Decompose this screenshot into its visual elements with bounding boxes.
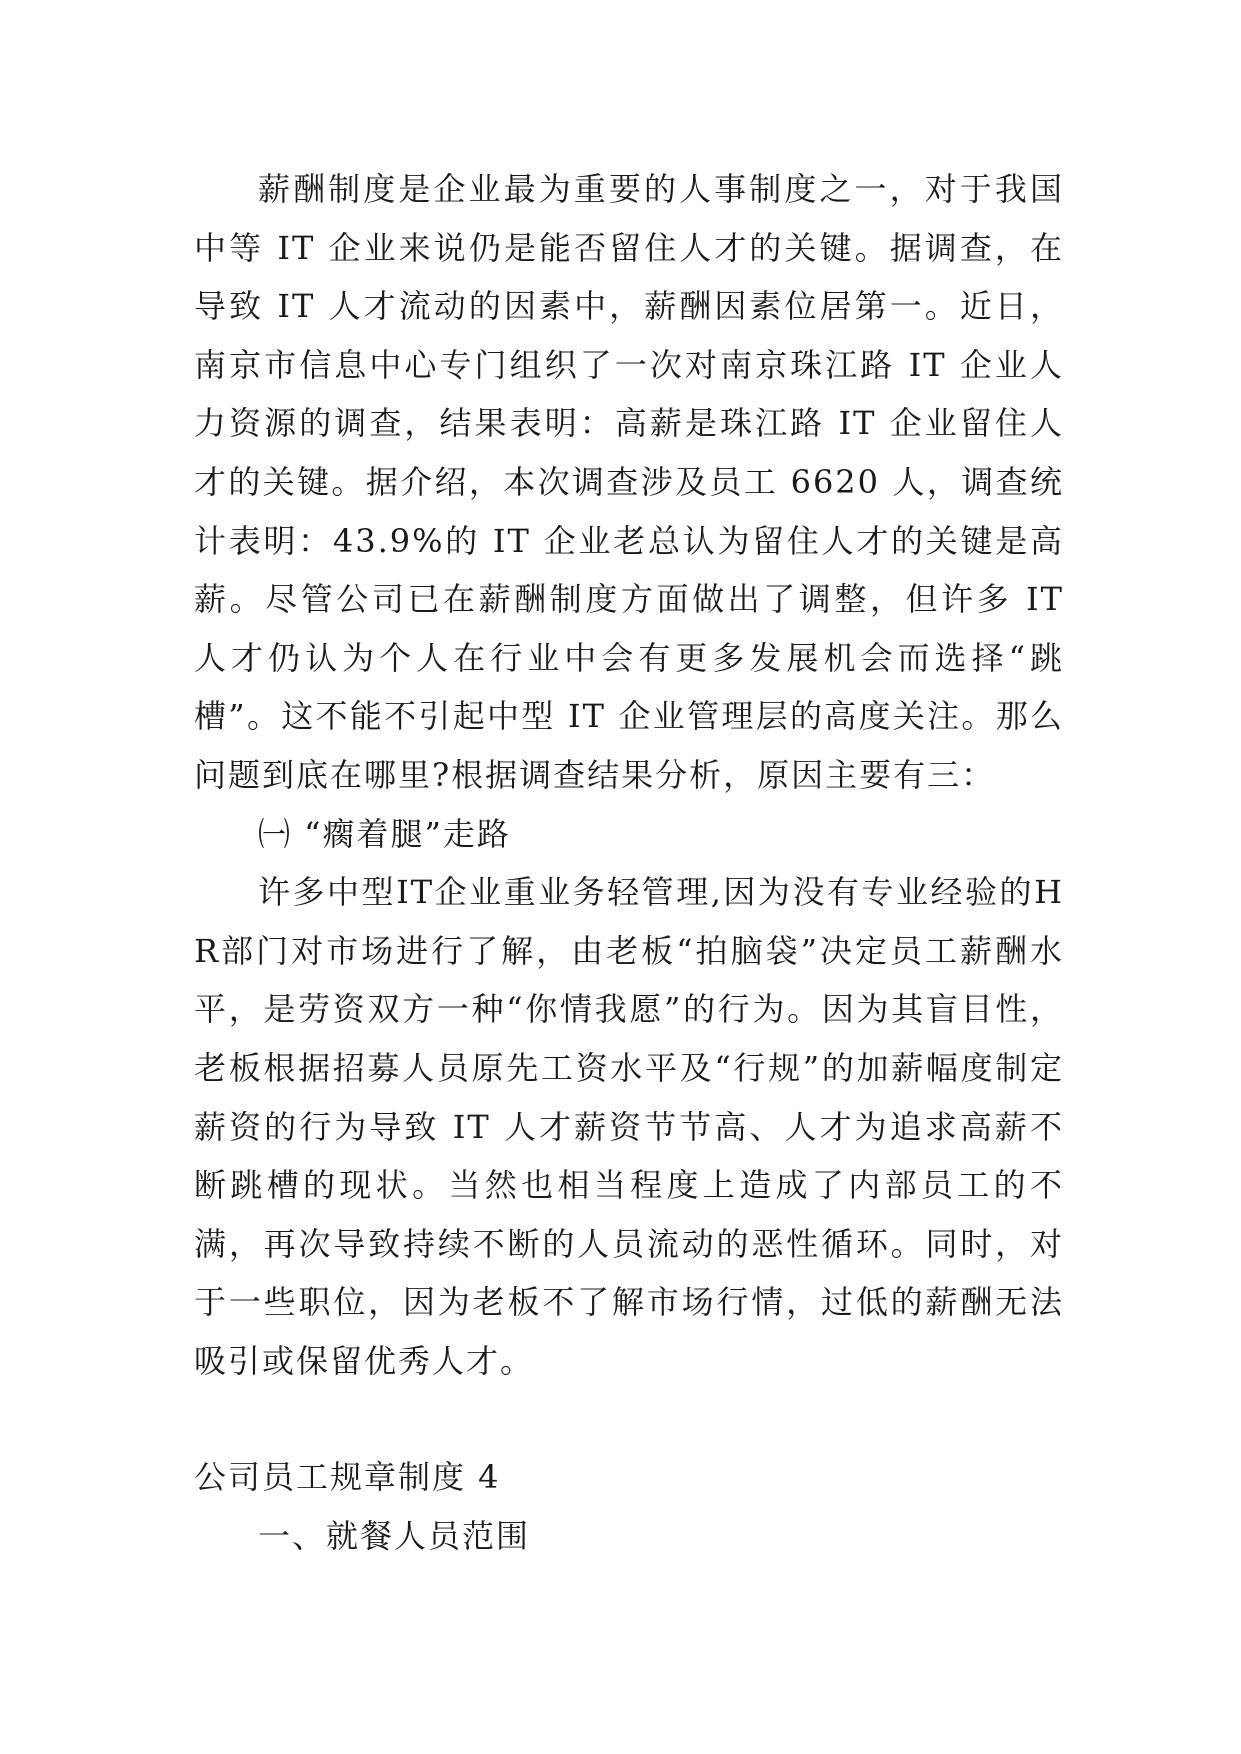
paragraph-salary-system: 薪酬制度是企业最为重要的人事制度之一，对于我国中等 IT 企业来说仍是能否留住人才的关键。据调查，在导致 IT 人才流动的因素中，薪酬因素位居第一。近日，南京市信息中心专门组织了一次对南京珠江路 IT 企业人力资源的调查，结果表明：高薪是珠江路 IT 企业留住人才的关键。据介绍，本次调查涉及员工 6620 人，调查统计表明：43.9%的 IT 企业老总认为留住人才的关键是高薪。尽管公司已在薪酬制度方面做出了调整，但许多 IT 人才仍认为个人在行业中会有更多发展机会而选择“跳槽”。这不能不引起中型 IT 企业管理层的高度关注。那么问题到底在哪里?根据调查结果分析，原因主要有三： (194, 170, 1064, 794)
subheading-limping: ㈠ “瘸着腿”走路 (258, 814, 511, 853)
paragraph-management: 许多中型IT企业重业务轻管理,因为没有专业经验的HR部门对市场进行了解，由老板“拍脑袋”决定员工薪酬水平，是劳资双方一种“你情我愿”的行为。因为其盲目性，老板根据招募人员原先工资水平及“行规”的加薪幅度制定薪资的行为导致 IT 人才薪资节节高、人才为追求高薪不断跳槽的现状。当然也相当程度上造成了内部员工的不满，再次导致持续不断的人员流动的恶性循环。同时，对于一些职位，因为老板不了解市场行情，过低的薪酬无法吸引或保留优秀人才。 (194, 873, 1064, 1380)
section-spacer (194, 1390, 1064, 1448)
section-title: 公司员工规章制度 4 (194, 1458, 501, 1497)
document-body (194, 160, 1064, 1566)
section-item-dining-scope: 一、就餐人员范围 (258, 1517, 531, 1556)
